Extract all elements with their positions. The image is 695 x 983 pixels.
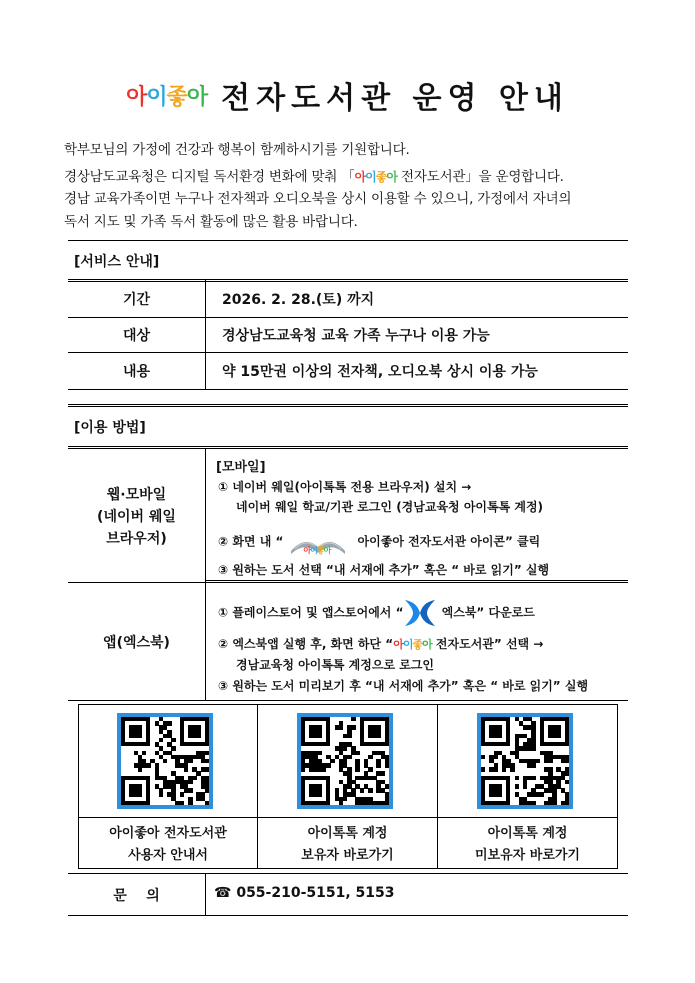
- divider: [68, 700, 628, 701]
- aijoa-logo: 아이좋아: [126, 84, 208, 110]
- web-step-2: ② 화면 내 “ 아이좋아 아이좋아 전자도서관 아이콘” 클릭: [218, 529, 540, 555]
- divider: [68, 446, 628, 447]
- qr-panel: [78, 704, 618, 869]
- row-label-period: 기간: [122, 292, 151, 308]
- row-value-content: 약 15만권 이상의 전자책, 오디오북 상시 이용 가능: [222, 364, 538, 380]
- phone-icon: ☎: [214, 885, 232, 901]
- web-step-1b: 네이버 웨일 학교/기관 로그인 (경남교육청 아이톡톡 계정): [236, 500, 544, 514]
- app-step-2c: 경남교육청 아이톡톡 계정으로 로그인: [236, 658, 435, 672]
- row-value-period: 2026. 2. 28.(토) 까지: [222, 292, 375, 308]
- divider: [68, 915, 628, 916]
- divider: [68, 404, 628, 405]
- qr-caption-3: 아이톡톡 계정 미보유자 바로가기: [475, 826, 580, 863]
- contact-phone: ☎ 055-210-5151, 5153: [214, 885, 395, 901]
- divider: [68, 873, 628, 874]
- divider: [205, 580, 628, 581]
- divider: [79, 817, 617, 818]
- divider: [68, 352, 628, 353]
- divider: [68, 406, 628, 407]
- divider: [68, 281, 628, 282]
- divider: [68, 582, 628, 583]
- row-label-target: 대상: [122, 328, 151, 344]
- service-heading: [서비스 안내]: [74, 254, 160, 270]
- qr-caption-1: 아이좋아 전자도서관 사용자 안내서: [109, 826, 227, 863]
- xbook-icon: [403, 598, 437, 628]
- column-divider: [205, 873, 206, 916]
- web-step-1: ① 네이버 웨일(아이톡톡 전용 브라우저) 설치 →: [218, 480, 472, 494]
- page-title: 전자도서관 운영 안내: [221, 81, 569, 116]
- web-step-3: ③ 원하는 도서 선택 “내 서재에 추가” 혹은 “ 바로 읽기” 실행: [218, 563, 550, 577]
- aijoa-logo-inline: 아이좋아: [393, 638, 432, 651]
- column-divider: [205, 448, 206, 700]
- divider: [68, 389, 628, 390]
- row-value-target: 경상남도교육청 교육 가족 누구나 이용 가능: [222, 328, 490, 344]
- aijoa-logo-inline: 아이좋아: [354, 170, 397, 184]
- app-step-1: ① 플레이스토어 및 앱스토어에서 “ 엑스북” 다운로드: [218, 598, 535, 628]
- app-label: 앱(엑스북): [103, 635, 170, 651]
- app-step-2: ② 엑스북앱 실행 후, 화면 하단 “아이좋아 전자도서관” 선택 →: [218, 637, 544, 651]
- intro-line-1: 학부모님의 가정에 건강과 행복이 함께하시기를 기원합니다.: [64, 142, 410, 158]
- usage-heading: [이용 방법]: [74, 420, 146, 436]
- intro-line-3: 경남 교육가족이면 누구나 전자책과 오디오북을 상시 이용할 수 있으니, 가정에서 자녀의: [64, 191, 572, 207]
- aijoa-library-icon: 아이좋아: [283, 529, 353, 555]
- intro-line-2: 경상남도교육청은 디지털 독서환경 변화에 맞춰 「아이좋아 전자도서관」을 운영합니다.: [64, 169, 564, 185]
- qr-caption-2: 아이톡톡 계정 보유자 바로가기: [301, 826, 394, 863]
- web-mobile-label: 웹·모바일 (네이버 웨일 브라우저): [97, 487, 176, 547]
- divider: [68, 279, 628, 280]
- intro-line-4: 독서 지도 및 가족 독서 활동에 많은 활용 바랍니다.: [64, 214, 358, 230]
- app-step-3: ③ 원하는 도서 미리보기 후 “내 서재에 추가” 혹은 “ 바로 읽기” 실행: [218, 679, 589, 693]
- column-divider: [205, 280, 206, 390]
- divider: [68, 240, 628, 241]
- divider: [68, 448, 628, 449]
- qr-code-user-guide[interactable]: [117, 713, 213, 809]
- qr-code-non-holder[interactable]: [477, 713, 573, 809]
- qr-code-account-holder[interactable]: [297, 713, 393, 809]
- mobile-subheading: [모바일]: [216, 460, 266, 475]
- contact-label: 문 의: [113, 888, 160, 904]
- divider: [68, 317, 628, 318]
- row-label-content: 내용: [122, 364, 151, 380]
- title-block: [0, 70, 695, 120]
